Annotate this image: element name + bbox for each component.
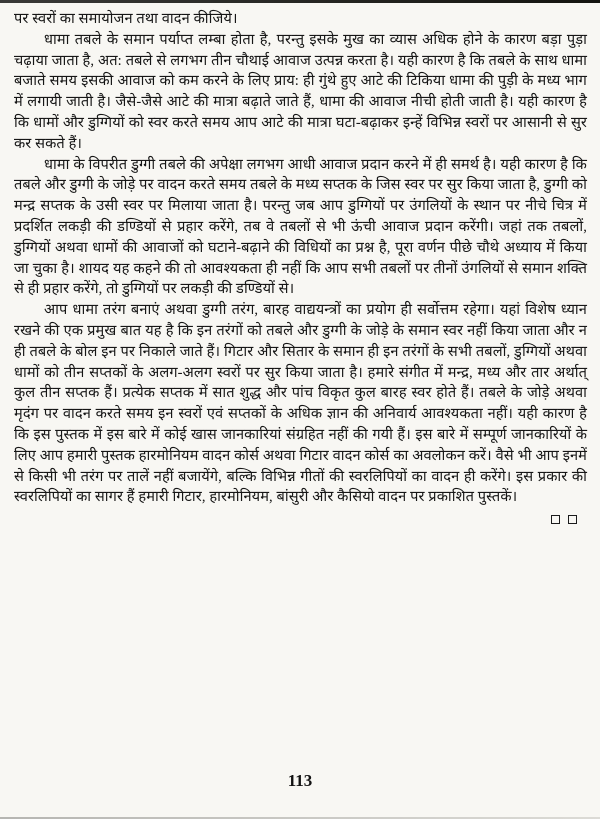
paragraph-tarang: आप धामा तरंग बनाएं अथवा डुग्गी तरंग, बारह वाद्ययन्त्रों का प्रयोग ही सर्वोत्तम रहेगा। यहां विशेष ध्यान रखने की एक प्रमुख बात यह है कि इन तरंगों को तबले और डुग्गी के जोड़े के समान स्वर नहीं किया जाता और न ही तबले के बोल इन पर निकाले जाते हैं। गिटार और सितार के समान ही इन तरंगों के सभी तबलों, डुग्गियों अथवा धामों को तीन सप्तकों के अलग-अलग स्वरों पर सुर किया जाता है। हमारे संगीत में मन्द्र, मध्य और तार अर्थात् कुल तीन सप्तक हैं। प्रत्येक सप्तक में सात शुद्ध और पांच विकृत कुल बारह स्वर होते हैं। तबले के जोड़े अथवा मृदंग पर वादन करते समय इन स्वरों एवं सप्तकों के अधिक ज्ञान की अनिवार्य आवश्यकता नहीं। यही कारण है कि इस पुस्तक में इस बारे में कोई खास जानकारियां संग्रहित नहीं की गयी हैं। इस बारे में सम्पूर्ण जानकारियों के लिए आप हमारी पुस्तक हारमोनियम वादन कोर्स अथवा गिटार वादन कोर्स का अवलोकन करें। वैसे भी आप इनमें से किसी भी तरंग पर तालें नहीं बजायेंगे, बल्कि विभिन्न गीतों की स्वरलिपियों का वादन ही करेंगे। इस प्रकार की स्वरलिपियों का सागर हैं हमारी गिटार, हारमोनियम, बांसुरी और कैसियो वादन पर प्रकाशित पुस्तकें। <box>14 302 587 506</box>
square-icon <box>568 515 577 524</box>
section-end-marker <box>14 514 587 526</box>
paragraph-dhama-tabla: धामा तबले के समान पर्याप्त लम्बा होता है, परन्तु इसके मुख का व्यास अधिक होने के कारण बड़ा पुड़ा चढ़ाया जाता है, अत: तबले से लगभग तीन चौथाई आवाज उत्पन्न करता है। यही कारण है कि तबले के साथ धामा बजाते समय इसकी आवाज को कम करने के लिए प्राय: ही गुंथे हुए आटे की टिकिया धामा की पुड़ी के मध्य भाग में लगायी जाती है। जैसे-जैसे आटे की मात्रा बढ़ाते जाते हैं, धामा की आवाज नीची होती जाती है। यही कारण है कि धामों और डुग्गियों को स्वर करते समय आप आटे की मात्रा घटा-बढ़ाकर इन्हें विभिन्न स्वरों पर आसानी से सुर कर सकते हैं। <box>14 31 587 152</box>
paragraph-duggi: धामा के विपरीत डुग्गी तबले की अपेक्षा लगभग आधी आवाज प्रदान करने में ही समर्थ है। यही कारण है कि तबले और डुग्गी के जोड़े पर वादन करते समय तबले के मध्य सप्तक के जिस स्वर पर सुर किया जाता है, डुग्गी को मन्द्र सप्तक के उसी स्वर पर मिलाया जाता है। परन्तु जब आप डुग्गियों पर उंगलियों के स्थान पर नीचे चित्र में प्रदर्शित लकड़ी की डण्डियों से प्रहार करेंगे, तब वे तबलों से भी ऊंची आवाज प्रदान करेंगी। जहां तक तबलों, डुग्गियों अथवा धामों की आवाजों को घटाने-बढ़ाने की विधियों का प्रश्न है, पूरा वर्णन पीछे चौथे अध्याय में किया जा चुका है। शायद यह कहने की तो आवश्यकता ही नहीं कि आप सभी तबलों पर तीनों उंगलियों से समान शक्ति से ही प्रहार करेंगे, तो डुग्गियों पर लकड़ी की डण्डियों से। <box>14 156 587 298</box>
paragraph-continuation: पर स्वरों का समायोजन तथा वादन कीजिये। <box>14 11 238 27</box>
scan-edge-artifact-top <box>0 0 600 3</box>
page-number: 113 <box>287 771 313 790</box>
square-icon <box>551 515 560 524</box>
